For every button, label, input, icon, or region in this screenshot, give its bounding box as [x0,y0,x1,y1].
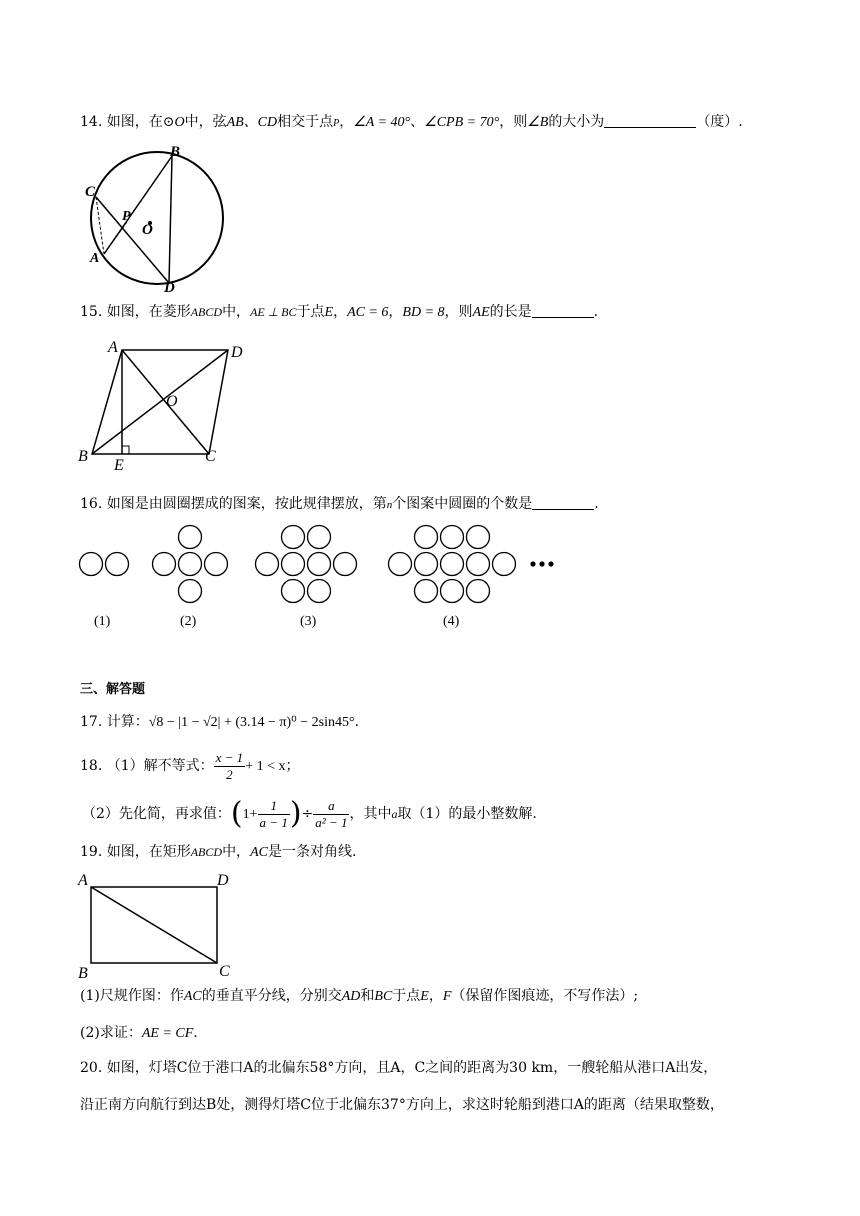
label-b: B [170,144,181,160]
label-a: A [78,872,88,889]
q19-sub1: (1)尺规作图：作AC的垂直平分线，分别交AD和BC于点E，F（保留作图痕迹，不写作法）; [80,988,639,1004]
ellipsis-dots [530,561,553,566]
label-e: E [114,457,124,474]
right-angle-mark [122,446,129,454]
label-c: C [85,184,96,200]
label-d: D [164,280,175,294]
q19-stem: 19. 如图，在矩形ABCD中，AC是一条对角线. [80,844,357,860]
q15-stem: 15. 如图，在菱形ABCD中，AE ⊥ BC于点E，AC = 6，BD = 8，则AE的长是 . [80,304,599,320]
label-c: C [205,448,216,465]
q16-stem: 16. 如图是由圆圈摆成的图案，按此规律摆放，第n个图案中圆圈的个数是 . [80,496,599,512]
q20-stem-line1: 20. 如图，灯塔C位于港口A的北偏东58°方向，且A，C之间的距离为30 km，一艘轮船从港口A出发， [80,1060,718,1076]
diagonal-ac [91,887,217,963]
q18-part2: （2）先化简，再求值：(1+ $\frac{1}{a - 1}$ )÷ $\frac{a}{\text{a² − 1}}$ ，其中a取（1）的最小整数解. [82,796,537,831]
label-o: O [166,393,178,410]
q14-circle-figure [80,144,230,294]
chord-cd [96,197,169,283]
label-o: O [142,222,153,238]
q20-stem-line2: 沿正南方向航行到达B处，测得灯塔C位于北偏东37°方向上，求这时轮船到港口A的距离（结果取整数， [80,1097,724,1113]
caption-2: (2) [180,614,197,629]
answer-blank[interactable] [532,303,594,318]
q19-rectangle-figure [76,868,246,982]
fraction-1-over-a-minus-1: $\frac{1}{a - 1}$ [259,797,288,830]
q18-part1: 18. （1）解不等式： $\frac{x - 1}{2}$ + 1 < x； [80,749,300,782]
caption-1: (1) [94,614,111,629]
label-p: P [122,209,131,224]
pattern-2 [153,526,228,603]
answer-blank[interactable] [532,495,594,510]
pattern-3 [256,526,357,603]
q16-circle-patterns [70,518,570,638]
circle-o [91,152,223,284]
fraction-x-minus-1-over-2: $\frac{x - 1}{2}$ [215,749,244,782]
label-b: B [78,965,88,982]
label-a: A [108,339,118,356]
label-c: C [219,963,230,980]
fraction-a-over-a2-minus-1: $\frac{a}{\text{a² − 1}}$ [315,797,348,830]
label-a: A [90,251,100,266]
q17-stem: 17. 计算：√8 − |1 − √2| + (3.14 − π)⁰ − 2sin45°. [80,714,360,730]
q15-rhombus-figure [76,338,256,476]
caption-4: (4) [443,614,460,629]
label-b: B [78,448,88,465]
pattern-4 [389,526,516,603]
answer-blank[interactable] [604,113,696,128]
pattern-1 [80,553,129,576]
label-d: D [231,344,243,361]
q14-stem: 14. 如图，在⊙O中，弦AB、CD相交于点P，∠A = 40°、∠CPB = 70°，则∠B的大小为 （度）. [80,114,743,130]
segment-bd [169,156,172,283]
caption-3: (3) [300,614,317,629]
label-d: D [217,872,229,889]
diagonal-bd [92,350,228,454]
section-heading: 三、解答题 [80,682,146,697]
q19-sub2: (2)求证：AE = CF. [80,1025,198,1041]
